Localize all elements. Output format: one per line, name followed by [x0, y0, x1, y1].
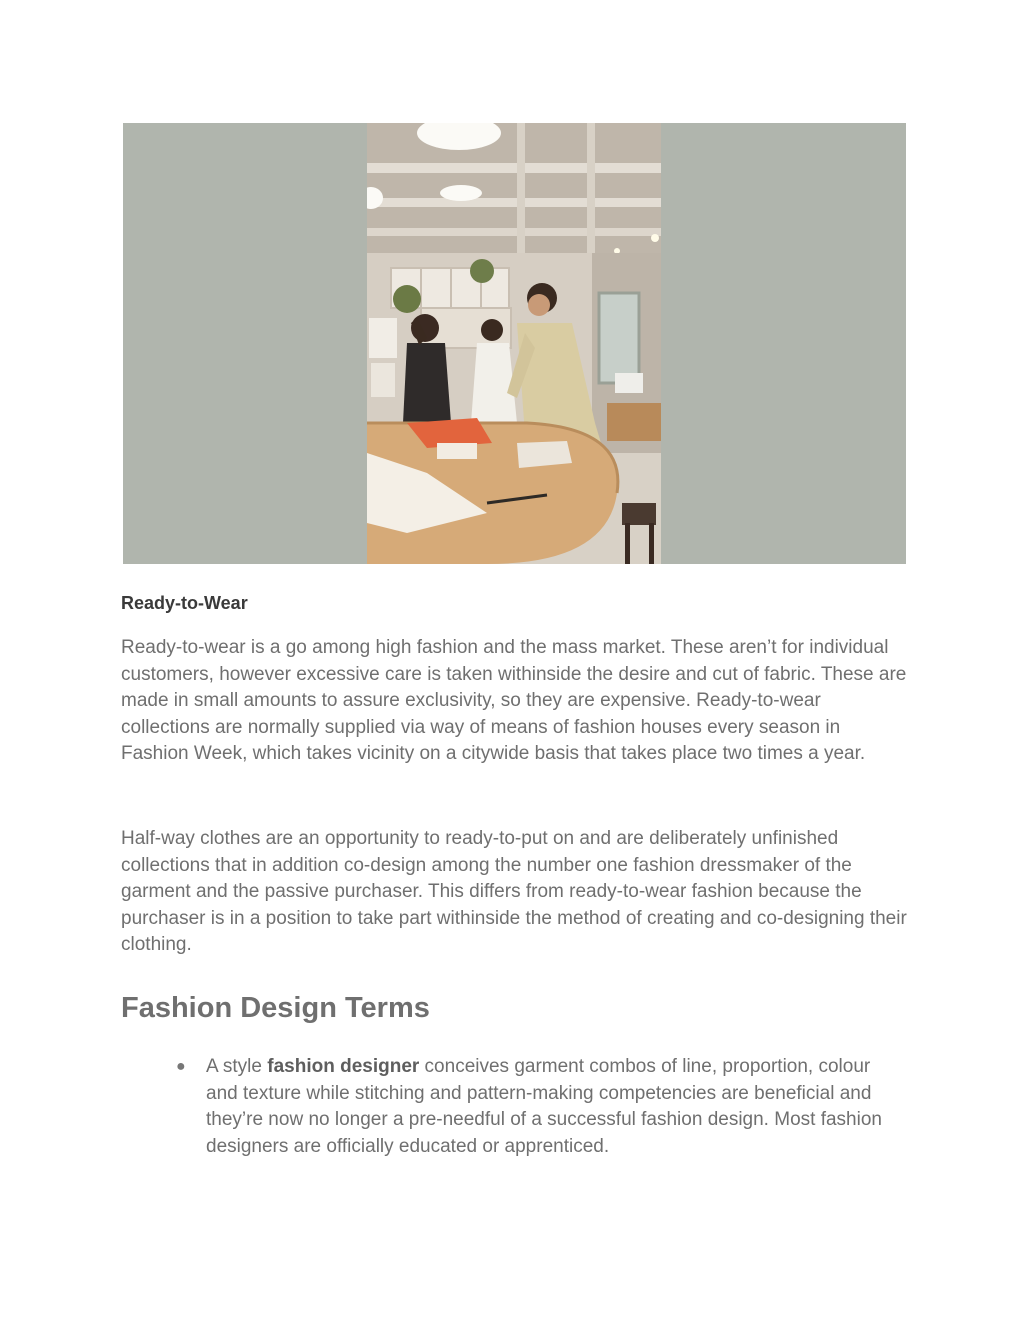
section-heading: Ready-to-Wear — [121, 593, 248, 613]
bullet-icon: ● — [176, 1058, 186, 1075]
paragraph-half-way-clothes: Half-way clothes are an opportunity to ready-to-put on and are deliberately unfinished collections that in addition co-design among the number one fashion dressmaker of the garment and the passive purchaser. This differs from ready-to-wear fashion because the purchaser is in a position to take part withinside the method of creating and co-designing their clothing. — [121, 828, 907, 955]
terms-list — [170, 1054, 890, 1160]
term-bold: fashion designer — [267, 1056, 420, 1077]
paragraph-ready-to-wear: Ready-to-wear is a go among high fashion and the mass market. These aren’t for individual customers, however excessive care is taken withinside the desire and cut of fabric. These are made in small amounts to assure exclusivity, so they are expensive. Ready-to-wear collections are normally supplied via way of means of fashion houses every season in Fashion Week, which takes vicinity on a citywide basis that takes place two times a year. — [121, 637, 907, 764]
term-prefix: A style — [206, 1056, 268, 1077]
fashion-studio-photo — [367, 123, 661, 564]
fashion-design-terms-heading: Fashion Design Terms — [121, 992, 430, 1024]
term-description: conceives garment combos of line, proportion, colour and texture while stitching and pattern-making competencies are beneficial and they’re now no longer a pre-needful of a successful fashion design. Most fashion designers are officially educated or apprenticed. — [206, 1056, 882, 1157]
hero-image-frame — [123, 123, 906, 564]
list-item — [170, 1054, 890, 1160]
